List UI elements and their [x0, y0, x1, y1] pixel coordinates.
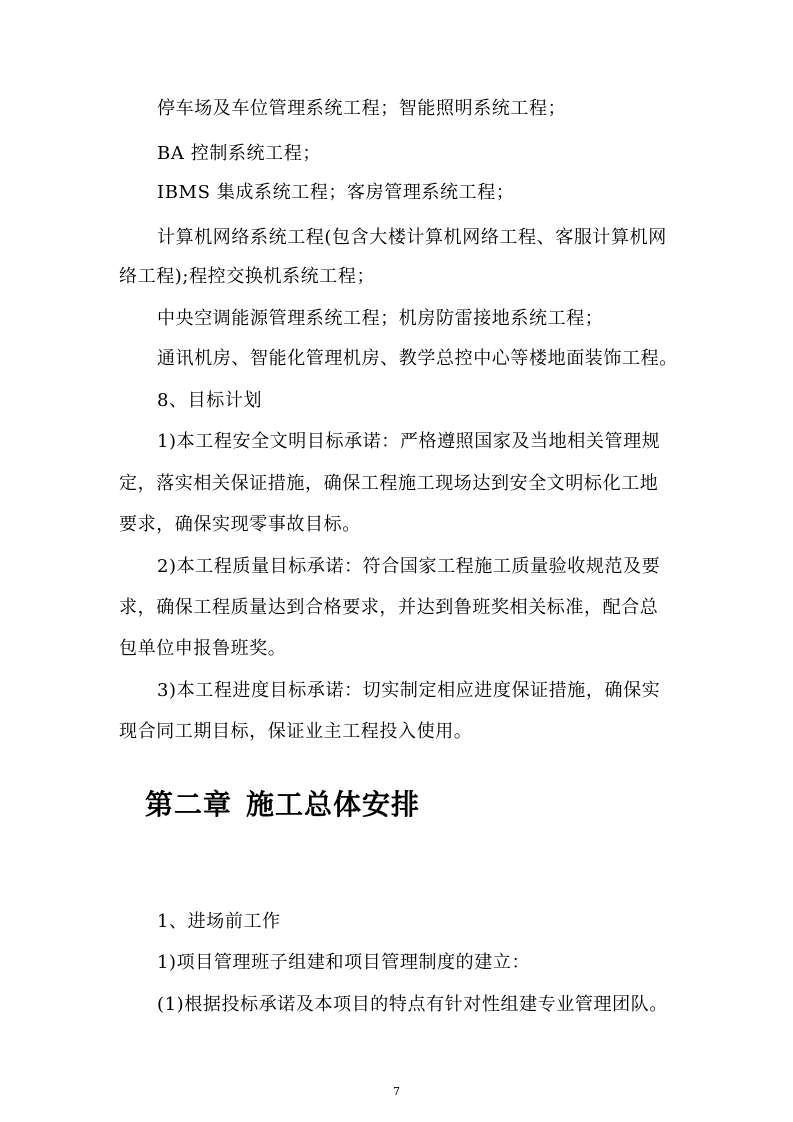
paragraph-line: 要求，确保实现零事故目标。 [119, 514, 361, 535]
paragraph-line: (1)根据投标承诺及本项目的特点有针对性组建专业管理团队。 [157, 994, 668, 1015]
paragraph-line: 1)本工程安全文明目标承诺：严格遵照国家及当地相关管理规 [157, 431, 661, 452]
paragraph-line: IBMS 集成系统工程；客房管理系统工程； [157, 182, 515, 203]
section-heading: 8、目标计划 [157, 390, 263, 411]
paragraph-line: 求，确保工程质量达到合格要求，并达到鲁班奖相关标准，配合总 [119, 597, 659, 618]
paragraph-line: 定，落实相关保证措施，确保工程施工现场达到安全文明标化工地 [119, 473, 659, 494]
paragraph-line: 络工程);程控交换机系统工程； [119, 266, 376, 287]
paragraph-line: 通讯机房、智能化管理机房、教学总控中心等楼地面装饰工程。 [157, 348, 678, 369]
chapter-heading [145, 787, 420, 823]
paragraph-line: 2)本工程质量目标承诺：符合国家工程施工质量验收规范及要 [157, 556, 661, 577]
paragraph-line: 停车场及车位管理系统工程；智能照明系统工程； [157, 98, 567, 119]
paragraph-line: 现合同工期目标，保证业主工程投入使用。 [119, 721, 473, 742]
paragraph-line: 1)项目管理班子组建和项目管理制度的建立： [157, 952, 531, 973]
section-heading: 1、进场前工作 [157, 911, 281, 932]
paragraph-line: BA 控制系统工程； [157, 143, 321, 164]
paragraph-line: 包单位申报鲁班奖。 [119, 638, 287, 659]
paragraph-line: 中央空调能源管理系统工程；机房防雷接地系统工程； [157, 308, 604, 329]
paragraph-line: 计算机网络系统工程(包含大楼计算机网络工程、客服计算机网 [157, 227, 667, 248]
paragraph-line: 3)本工程进度目标承诺：切实制定相应进度保证措施，确保实 [157, 680, 661, 701]
chapter-title: 施工总体安排 [246, 788, 421, 821]
page-number: 7 [393, 1085, 400, 1098]
chapter-number: 第二章 [145, 788, 233, 821]
